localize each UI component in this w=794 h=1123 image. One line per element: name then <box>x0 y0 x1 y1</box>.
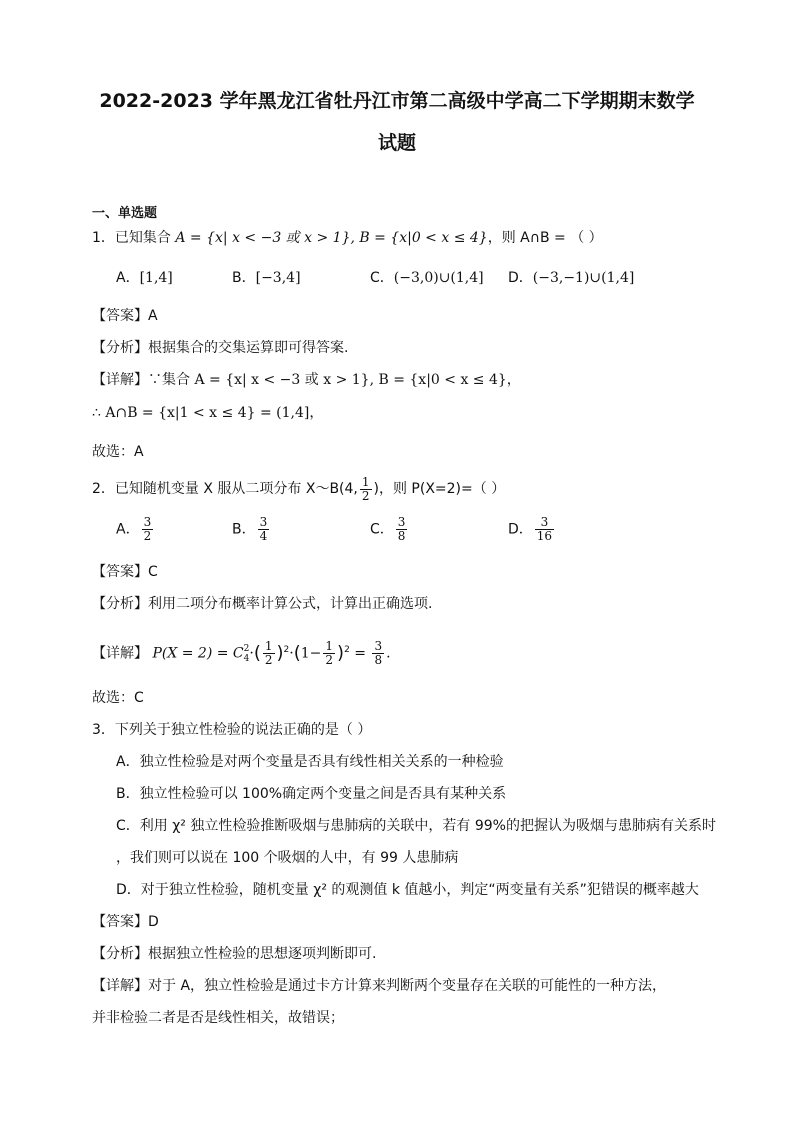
q2-answer: 【答案】C <box>92 564 158 580</box>
q1-stem-sets: A = {x| x < −3 或 x > 1}, B = {x|0 < x ≤ 4} <box>175 230 488 246</box>
q3-option-c-line1: C．利用 χ² 独立性检验推断吸烟与患肺病的关联中，若有 99%的把握认为吸烟与患肺病有关系时 <box>116 818 716 834</box>
q1-option-c: C．(−3,0)∪(1,4] <box>370 270 484 286</box>
q2-detail: 【详解】 P(X = 2) = C 2 4 ·( $\frac{1}{2}$ )$^2$·(1− $\frac{1}{2}$ )$^2$ = $\frac{3}{8}$ . <box>92 639 391 668</box>
q2-option-a: A． $\frac{3}{2}$ <box>116 515 152 543</box>
q2-option-b: B． $\frac{3}{4}$ <box>232 515 268 543</box>
q2-stem: 2．已知随机变量 X 服从二项分布 X～B(4, $\frac{1}{2}$ )，则 P(X=2)=（ ） <box>92 474 506 503</box>
document-title-line2: 试题 <box>377 132 416 154</box>
q2-analysis: 【分析】利用二项分布概率计算公式，计算出正确选项. <box>92 596 433 612</box>
q1-option-d: D．(−3,−1)∪(1,4] <box>508 270 635 286</box>
q3-option-b: B．独立性检验可以 100%确定两个变量之间是否具有某种关系 <box>116 786 507 802</box>
q2-choice: 故选：C <box>92 690 144 706</box>
q3-detail-line2: 并非检验二者是否是线性相关，故错误； <box>92 1010 344 1026</box>
q3-analysis: 【分析】根据独立性检验的思想逐项判断即可. <box>92 946 377 962</box>
q3-answer: 【答案】D <box>92 914 159 930</box>
q1-stem <box>92 228 603 248</box>
q1-stem-suffix: ，则 A∩B = （ ） <box>487 230 603 246</box>
q1-answer: 【答案】A <box>92 308 158 324</box>
q2-stem-fraction: $\frac{1}{2}$ <box>361 474 370 503</box>
q1-option-b: B．[−3,4] <box>232 270 301 286</box>
q3-option-a: A．独立性检验是对两个变量是否具有线性相关关系的一种检验 <box>116 754 504 770</box>
q1-analysis: 【分析】根据集合的交集运算即可得答案. <box>92 340 349 356</box>
q2-option-d: D． $\frac{3}{16}$ <box>508 515 553 543</box>
q3-option-d: D．对于独立性检验，随机变量 χ² 的观测值 k 值越小，判定“两变量有关系”犯错误的概率越大 <box>116 882 699 898</box>
document-title-line1: 2022-2023 学年黑龙江省牡丹江市第二高级中学高二下学期期末数学 <box>99 90 695 112</box>
q3-option-c-line2: ，我们则可以说在 100 个吸烟的人中，有 99 人患肺病 <box>116 850 459 866</box>
section-heading: 一、单选题 <box>92 206 158 221</box>
q1-option-a: A．[1,4] <box>116 270 173 286</box>
q1-detail-line1: 【详解】∵集合 A = {x| x < −3 或 x > 1}, B = {x|0 < x ≤ 4}， <box>92 372 521 388</box>
q1-stem-prefix: 1．已知集合 <box>92 230 176 246</box>
q2-option-c: C． $\frac{3}{8}$ <box>370 515 406 543</box>
q1-detail-line2: ∴ A∩B = {x|1 < x ≤ 4} = (1,4]， <box>92 405 324 421</box>
q3-detail-line1: 【详解】对于 A，独立性检验是通过卡方计算来判断两个变量存在关联的可能性的一种方法， <box>92 978 667 994</box>
q3-stem: 3．下列关于独立性检验的说法正确的是（ ） <box>92 722 372 738</box>
q1-choice: 故选：A <box>92 444 144 460</box>
